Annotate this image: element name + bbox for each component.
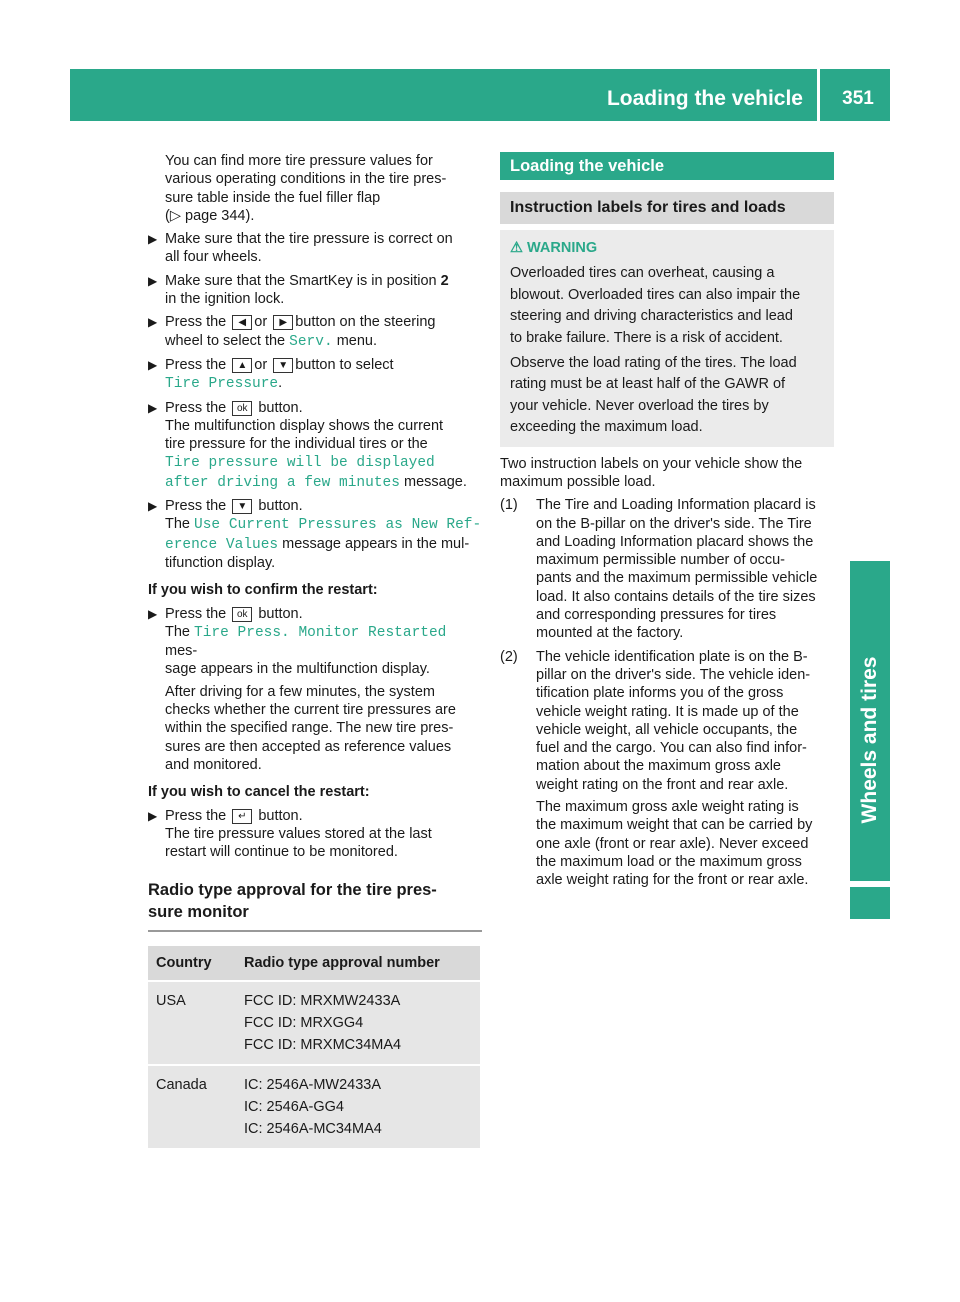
step-note [165, 683, 482, 774]
text-line: Radio type approval for the tire pres- [148, 881, 437, 900]
text: Press the [165, 314, 227, 331]
text: button. [258, 399, 303, 416]
text-line: on the B-pillar on the driver's side. The Tire [536, 515, 812, 532]
text-line: Make sure that the SmartKey is in position [165, 272, 441, 289]
text: button. [258, 807, 303, 824]
text-line: and corresponding pressures for tires [536, 607, 777, 624]
list-item [500, 648, 834, 890]
text-line: After driving for a few minutes, the system [165, 683, 435, 700]
step-item [148, 497, 482, 572]
warning-box [500, 230, 834, 447]
step-arrow-icon: ▶ [148, 273, 158, 288]
text-line: mounted at the factory. [536, 625, 684, 642]
text-line: and Loading Information placard shows the [536, 533, 814, 550]
left-column [148, 152, 482, 1150]
text: The [165, 623, 190, 640]
text-line: tire pressure for the individual tires or the [165, 436, 428, 453]
text: Press the [165, 399, 227, 416]
text-line: fuel and the cargo. You can also find infor- [536, 740, 807, 757]
ok-key-icon: ok [232, 401, 252, 416]
text-line: within the specified range. The new tire pres- [165, 720, 454, 737]
text: or [254, 314, 268, 331]
step-arrow-icon: ▶ [148, 808, 158, 823]
country-cell: Canada [148, 1066, 236, 1148]
text-line: restart will continue to be monitored. [165, 844, 398, 861]
text-line: The vehicle identification plate is on the B- [536, 648, 808, 665]
country-cell: USA [148, 982, 236, 1064]
step-arrow-icon: ▶ [148, 315, 158, 330]
step-item [148, 807, 482, 862]
list-item [500, 496, 834, 642]
text-line: axle weight rating for the front or rear axle. [536, 872, 809, 889]
list-number: (2) [500, 648, 518, 665]
text-line: vehicle weight, all vehicle occupants, the [536, 721, 798, 738]
text-line: your vehicle. Never overload the tires by [510, 397, 769, 414]
right-column [500, 152, 834, 889]
chapter-tab-label: Wheels and tires [858, 656, 881, 824]
approval-cell [236, 1066, 480, 1148]
text-line: pillar on the driver's side. The vehicle iden- [536, 666, 811, 683]
warning-title [510, 238, 824, 259]
column-header: Radio type approval number [236, 946, 480, 980]
section-heading [148, 879, 482, 932]
text-line: The multifunction display shows the current [165, 417, 444, 434]
text-line: Two instruction labels on your vehicle show the [500, 455, 803, 472]
list-number: (1) [500, 497, 518, 514]
menu-item-tire-pressure: Tire Pressure [165, 376, 279, 393]
table-row [148, 1066, 480, 1148]
page-title: Loading the vehicle [607, 69, 820, 121]
text: message. [403, 473, 467, 490]
confirm-heading: If you wish to confirm the restart: [148, 582, 378, 599]
step-item [148, 605, 482, 775]
down-arrow-key-icon: ▼ [273, 358, 293, 373]
text-line: The tire pressure values stored at the last [165, 825, 432, 842]
approval-cell [236, 982, 480, 1064]
column-header: Country [148, 946, 236, 980]
text-line: sure monitor [148, 903, 249, 922]
up-arrow-key-icon: ▲ [232, 358, 252, 373]
page-reference[interactable]: (▷ page 344). [165, 207, 255, 224]
header-bar [70, 69, 890, 121]
text: The [165, 516, 190, 533]
subsection-title: Instruction labels for tires and loads [500, 192, 834, 224]
text-line: checks whether the current tire pressures are [165, 702, 456, 719]
warning-icon: ⚠ [510, 240, 523, 256]
text-line: pants and the maximum permissible vehicle [536, 570, 818, 587]
position-value: 2 [440, 272, 449, 289]
text-line: maximum permissible number of occu- [536, 552, 785, 569]
text-line: steering and driving characteristics and lead [510, 308, 793, 325]
text: button on the steering [295, 314, 436, 331]
text-line: the maximum load or the maximum gross [536, 853, 802, 870]
step-item [148, 399, 482, 492]
text: Press the [165, 605, 227, 622]
display-message: after driving a few minutes [165, 474, 400, 491]
text-line: weight rating on the front and rear axle. [536, 776, 789, 793]
warning-paragraph [510, 263, 824, 349]
text: Press the [165, 807, 227, 824]
approval-number: FCC ID: MRXMW2433A [244, 993, 401, 1010]
step-arrow-icon: ▶ [148, 232, 158, 247]
step-item [148, 230, 482, 267]
approval-number: IC: 2546A-MC34MA4 [244, 1121, 382, 1138]
display-message: Tire Press. Monitor Restarted [194, 624, 447, 641]
text: button to select [295, 356, 394, 373]
right-arrow-key-icon: ▶ [273, 315, 293, 330]
step-arrow-icon: ▶ [148, 400, 158, 415]
list-item-note [536, 798, 834, 889]
text-line: maximum possible load. [500, 473, 656, 490]
text-line: You can find more tire pressure values for [165, 153, 433, 169]
approval-number: FCC ID: MRXGG4 [244, 1015, 364, 1032]
text-line: exceeding the maximum load. [510, 419, 703, 436]
back-key-icon: ↵ [232, 809, 252, 824]
text: button. [258, 605, 303, 622]
text-line: rating must be at least half of the GAWR of [510, 376, 786, 393]
text-line: mation about the maximum gross axle [536, 758, 781, 775]
cancel-heading: If you wish to cancel the restart: [148, 784, 370, 801]
ok-key-icon: ok [232, 607, 252, 622]
text-line: various operating conditions in the tire pres- [165, 171, 447, 188]
intro-paragraph [148, 152, 482, 225]
text: menu. [336, 332, 377, 349]
text-line: load. It also contains details of the tire sizes [536, 588, 816, 605]
text: or [254, 356, 268, 373]
text-line: Make sure that the tire pressure is correct on [165, 231, 453, 248]
text: message appears in the mul- [282, 535, 470, 552]
intro-paragraph [500, 455, 834, 492]
text-line: The Tire and Loading Information placard is [536, 497, 816, 514]
text: Press the [165, 356, 227, 373]
text-line: and monitored. [165, 756, 262, 773]
approval-number: IC: 2546A-GG4 [244, 1099, 344, 1116]
display-message: erence Values [165, 536, 279, 553]
text-line: one axle (front or rear axle). Never exceed [536, 835, 809, 852]
text-line: Observe the load rating of the tires. The load [510, 355, 797, 372]
text-line: sures are then accepted as reference values [165, 738, 452, 755]
text: mes- [165, 643, 198, 660]
text-line: to brake failure. There is a risk of accident. [510, 329, 783, 346]
text-line: The maximum gross axle weight rating is [536, 799, 799, 815]
step-arrow-icon: ▶ [148, 357, 158, 372]
text-line: blowout. Overloaded tires can also impair the [510, 286, 801, 303]
down-arrow-key-icon: ▼ [232, 499, 252, 514]
chapter-tab-block [850, 887, 890, 919]
display-message: Use Current Pressures as New Ref‐ [194, 517, 482, 534]
text-line: tification plate informs you of the gross [536, 685, 784, 702]
text-line: all four wheels. [165, 249, 262, 266]
warning-paragraph [510, 353, 824, 439]
step-arrow-icon: ▶ [148, 499, 158, 514]
table-header-row [148, 946, 480, 980]
text: button. [258, 498, 303, 515]
section-title: Loading the vehicle [500, 152, 834, 180]
step-item [148, 313, 482, 351]
left-arrow-key-icon: ◀ [232, 315, 252, 330]
text: sage appears in the multifunction display. [165, 661, 430, 678]
text-line: the maximum weight that can be carried by [536, 817, 813, 834]
text: wheel to select the [165, 332, 286, 349]
approval-number: IC: 2546A-MW2433A [244, 1077, 382, 1094]
approval-number: FCC ID: MRXMC34MA4 [244, 1037, 402, 1054]
text-line: vehicle weight rating. It is made up of the [536, 703, 799, 720]
text-line: in the ignition lock. [165, 291, 285, 308]
menu-name-serv: Serv. [289, 333, 333, 350]
text-line: Overloaded tires can overheat, causing a [510, 265, 775, 282]
warning-label: WARNING [527, 240, 598, 256]
step-item [148, 272, 482, 309]
display-message: Tire pressure will be displayed [165, 455, 435, 472]
page-number: 351 [842, 88, 874, 109]
step-item: ▶ Press the ▲ or ▼ button to select Tire Pressure. [148, 356, 394, 393]
text: tifunction display. [165, 554, 276, 571]
step-arrow-icon: ▶ [148, 606, 158, 621]
text-line: sure table inside the fuel filler flap [165, 189, 381, 206]
text: Press the [165, 498, 227, 515]
table-row [148, 982, 480, 1064]
approval-table [148, 944, 480, 1150]
